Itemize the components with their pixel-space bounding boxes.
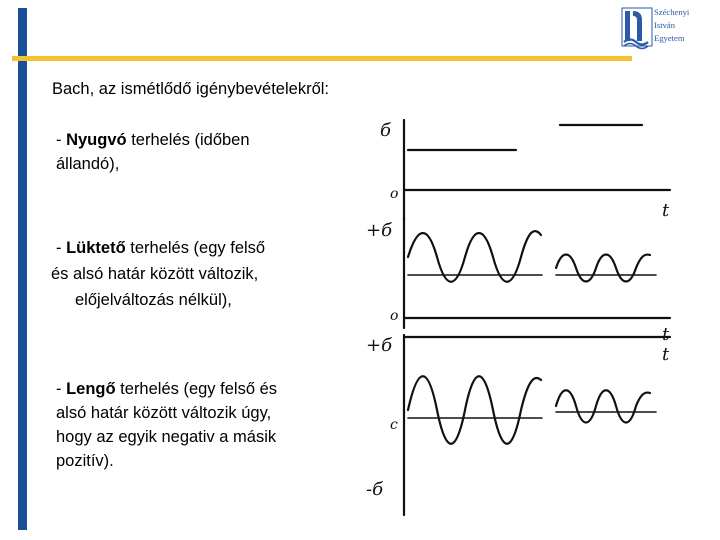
title-bold: Bach, (52, 80, 95, 98)
item-text: állandó), (56, 155, 120, 173)
axis-label: +б (366, 335, 393, 356)
item-keyword: Lengő (66, 380, 116, 398)
load-diagram (360, 110, 690, 520)
item-text: alsó határ között változik úgy, (56, 404, 272, 422)
item-text: terhelés (egy felső (125, 239, 266, 257)
alternating-wave (408, 376, 541, 444)
item-keyword: Nyugvó (66, 131, 127, 149)
item-text: terhelés (időben (126, 131, 250, 149)
axis-label: +б (366, 220, 393, 241)
origin-label: o (390, 308, 399, 324)
slide-title (52, 80, 329, 99)
mean-label: c (390, 417, 398, 433)
axis-label: t (662, 344, 670, 365)
item-prefix: - (56, 131, 67, 149)
list-item-pulsating-load (56, 236, 265, 260)
list-item-pulsating-load-line3 (75, 288, 232, 312)
list-item-pulsating-load-line2 (51, 262, 258, 286)
title-rest: az ismétlődő igénybevételekről: (94, 80, 329, 98)
logo-line: Széchenyi (654, 7, 690, 17)
pulsating-wave-small (556, 255, 650, 282)
item-text: hogy az egyik negativ a másik (56, 428, 277, 446)
item-prefix: - (56, 239, 67, 257)
logo-line: István (654, 20, 676, 30)
item-text: pozitív). (56, 452, 114, 470)
item-text: és alsó határ között változik, (51, 265, 259, 283)
item-prefix: - (56, 380, 67, 398)
item-text: terhelés (egy felső és (115, 380, 278, 398)
alternating-wave-small (556, 390, 650, 422)
axis-label: -б (366, 479, 384, 500)
list-item-alternating-load (56, 377, 277, 473)
item-keyword: Lüktető (66, 239, 126, 257)
origin-label: o (390, 186, 399, 202)
pulsating-wave (408, 231, 541, 282)
axis-label: t (662, 200, 670, 221)
logo-text (654, 6, 689, 45)
left-accent-bar (18, 8, 27, 530)
header-rule (12, 56, 632, 61)
logo-line: Egyetem (654, 33, 685, 43)
item-text: előjelváltozás nélkül), (75, 291, 232, 309)
list-item-static-load (56, 128, 250, 176)
axis-label: t (662, 324, 670, 345)
axis-label: б (380, 120, 391, 141)
